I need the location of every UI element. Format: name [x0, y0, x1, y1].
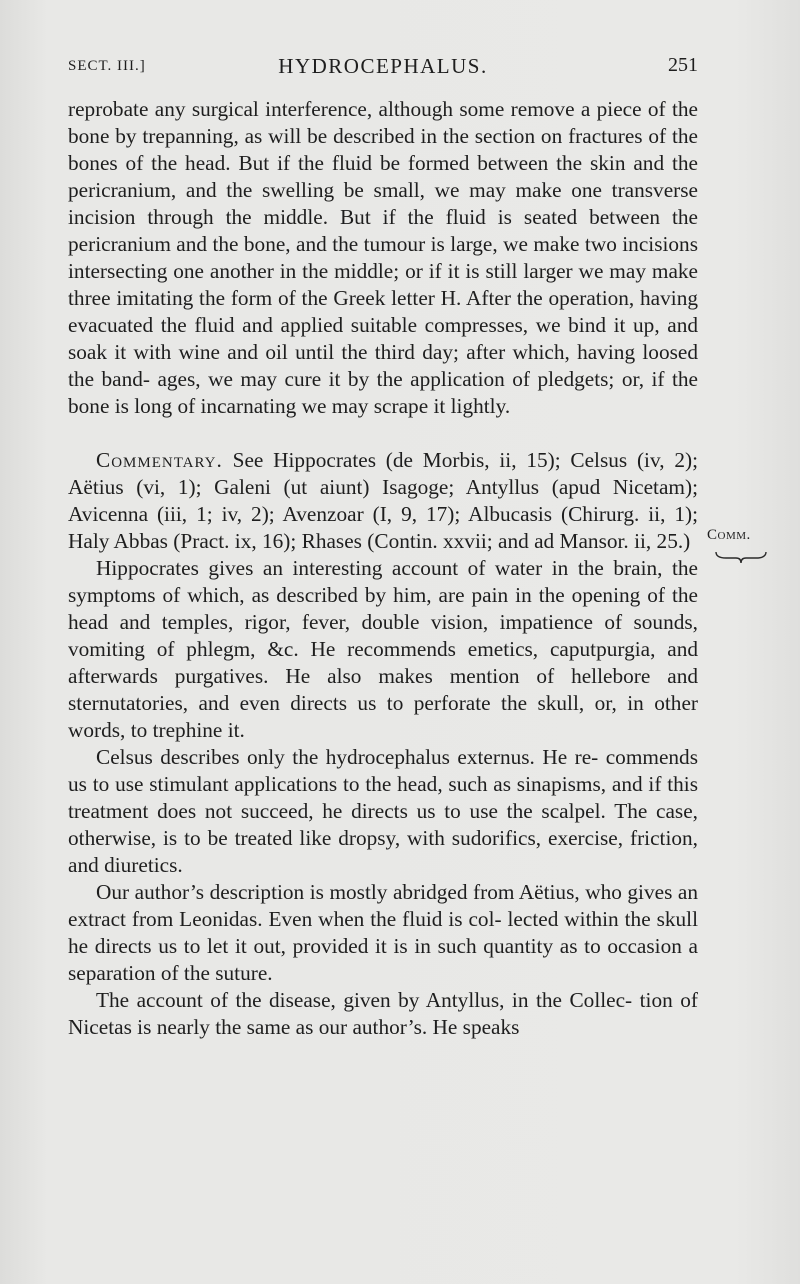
page-number: 251 [668, 54, 698, 76]
paragraph-aetius: Our author’s description is mostly abridged from Aëtius, who gives an extract from Leonidas. Even when the fluid is col- lected within the skull he directs us to let it out, provided it is in such quantity as to occasion a separation of the suture. [68, 880, 698, 985]
paragraph-commentary [68, 447, 698, 555]
paragraph-celsus: Celsus describes only the hydrocephalus externus. He re- commends us to use stimulant applications to the head, such as sinapisms, and if this treatment does not succeed, he directs us to use the scalpel. The case, otherwise, is to be treated like dropsy, with sudorifics, exercise, friction, and diuretics. [68, 745, 698, 877]
paragraph-operation: reprobate any surgical interference, although some remove a piece of the bone by trepanning, as will be described in the section on fractures of the bones of the head. But if the fluid be formed between the skin and the pericranium, and the swelling be small, we may make one transverse incision through the middle. But if the fluid is seated between the pericranium and the bone, and the tumour is large, we make two incisions intersecting one another in the middle; or if it is still larger we may make three imitating the form of the Greek letter H. After the operation, having evacuated the fluid and applied suitable compresses, we bind it up, and soak it with wine and oil until the third day; after which, having loosed the band- ages, we may cure it by the application of pledgets; or, if the bone is long of incarnating we may scrape it lightly. [68, 97, 698, 418]
section-label: SECT. III.] [68, 58, 146, 74]
running-header [68, 54, 698, 82]
margin-note: Comm. [707, 527, 751, 543]
commentary-text: See Hippocrates (de Morbis, ii, 15); Celsus (iv, 2); Aëtius (vi, 1); Galeni (ut aiunt) Isagoge; Antyllus (apud Nicetam); Avicenna (iii, 1; iv, 2); Avenzoar (I, 9, 17); Albucasis (Chirurg. ii, 1); Haly Abbas (Pract. ix, 16); Rhases (Contin. xxvii; and ad Mansor. ii, 25.) [68, 448, 698, 553]
paragraph-antyllus: The account of the disease, given by Antyllus, in the Collec- tion of Nicetas is nearly the same as our author’s. He speaks [68, 988, 698, 1039]
page-title: HYDROCEPHALUS. [278, 54, 488, 78]
paragraph-gap [68, 420, 698, 447]
body-text [68, 96, 698, 1041]
paragraph-hippocrates: Hippocrates gives an interesting account of water in the brain, the symptoms of which, as described by him, are pain in the opening of the head and temples, rigor, fever, double vision, impatience of sounds, vomiting of phlegm, &c. He recommends emetics, caputpurgia, and afterwards purgatives. He also makes mention of hellebore and sternutatories, and even directs us to perforate the skull, or, in other words, to trephine it. [68, 556, 698, 742]
margin-brace-icon [714, 550, 768, 564]
commentary-lead: Commentary. [96, 448, 223, 472]
